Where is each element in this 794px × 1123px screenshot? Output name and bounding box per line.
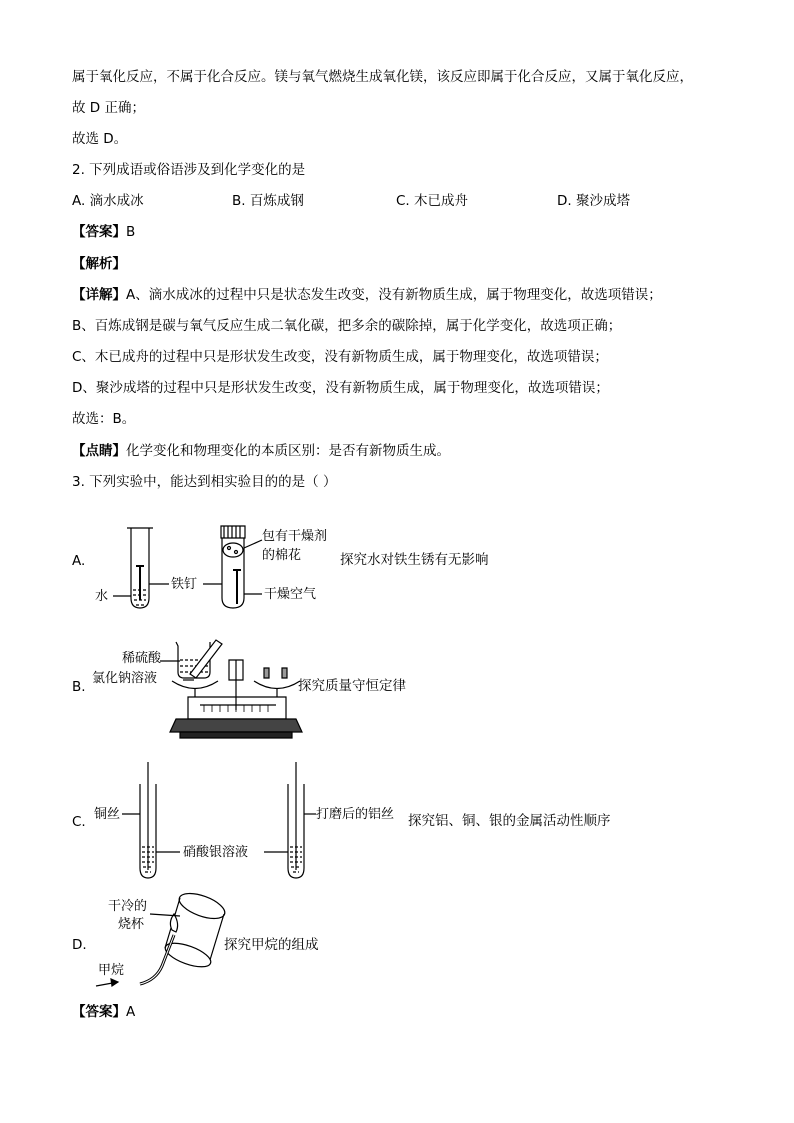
- q3-option-c-letter: C.: [72, 814, 86, 830]
- label-cotton-1: 包有干燥剂: [262, 529, 328, 544]
- detail-tag: 【详解】: [72, 287, 126, 303]
- label-copper-wire: 铜丝: [94, 807, 121, 822]
- answer-2-line: [72, 1002, 135, 1022]
- question-2: 2. 下列成语或俗语涉及到化学变化的是: [72, 162, 306, 178]
- q2-option-c: C. 木已成舟: [396, 193, 469, 209]
- answer-2-tag: 【答案】: [72, 1004, 126, 1020]
- option-d-desc: 探究甲烷的组成: [224, 937, 319, 953]
- label-water: 水: [95, 589, 109, 604]
- option-c-desc: 探究铝、铜、银的金属活动性顺序: [408, 813, 611, 829]
- label-dilute-acid: 稀硫酸: [122, 651, 162, 666]
- q3-option-a-letter: A.: [72, 553, 86, 569]
- option-a-desc: 探究水对铁生锈有无影响: [340, 552, 489, 568]
- analysis-tag: 【解析】: [72, 256, 126, 272]
- detail-a: A、滴水成冰的过程中只是状态发生改变，没有新物质生成，属于物理变化，故选项错误；: [126, 287, 662, 303]
- line-3: 故选 D。: [72, 131, 128, 147]
- detail-c: C、木已成舟的过程中只是形状发生改变，没有新物质生成，属于物理变化，故选项错误；: [72, 349, 608, 365]
- detail-d: D、聚沙成塔的过程中只是形状发生改变，没有新物质生成，属于物理变化，故选项错误；: [72, 380, 609, 396]
- question-3: 3. 下列实验中，能达到相实验目的的是（ ）: [72, 474, 337, 490]
- label-cold-beaker-2: 烧杯: [118, 917, 145, 932]
- answer-value: B: [126, 224, 136, 240]
- line-1: 属于氧化反应，不属于化合反应。镁与氧气燃烧生成氧化镁，该反应即属于化合反应，又属于氧化反应，: [72, 69, 693, 85]
- gas-tube: [140, 935, 174, 984]
- q3-option-d-letter: D.: [72, 937, 87, 953]
- option-b-desc: 探究质量守恒定律: [298, 678, 406, 694]
- answer-2-value: A: [126, 1004, 136, 1020]
- key-point-text: 化学变化和物理变化的本质区别：是否有新物质生成。: [126, 443, 450, 459]
- q3-option-b-letter: B.: [72, 679, 86, 695]
- detail-select: 故选：B。: [72, 411, 136, 427]
- cold-beaker-bottom: [176, 888, 228, 923]
- label-silver-nitrate: 硝酸银溶液: [183, 845, 249, 860]
- label-nail: 铁钉: [171, 577, 198, 592]
- arrow-icon: [111, 979, 118, 986]
- label-cotton-2: 的棉花: [262, 548, 302, 563]
- label-polished-al: 打磨后的铝丝: [316, 807, 395, 822]
- key-point-tag: 【点睛】: [72, 443, 126, 459]
- label-methane: 甲烷: [98, 963, 125, 978]
- q2-option-a: A. 滴水成冰: [72, 193, 144, 209]
- label-nacl-solution: 氯化钠溶液: [92, 671, 158, 686]
- answer-tag: 【答案】: [72, 224, 126, 240]
- label-cold-beaker-1: 干冷的: [108, 899, 148, 914]
- q2-option-d: D. 聚沙成塔: [557, 193, 630, 209]
- detail-b: B、百炼成钢是碳与氧气反应生成二氧化碳，把多余的碳除掉，属于化学变化，故选项正确；: [72, 318, 622, 334]
- q2-option-b: B. 百炼成钢: [232, 193, 304, 209]
- line-2: 故 D 正确；: [72, 100, 145, 116]
- flame: [170, 914, 177, 932]
- label-dry-air: 干燥空气: [264, 587, 317, 602]
